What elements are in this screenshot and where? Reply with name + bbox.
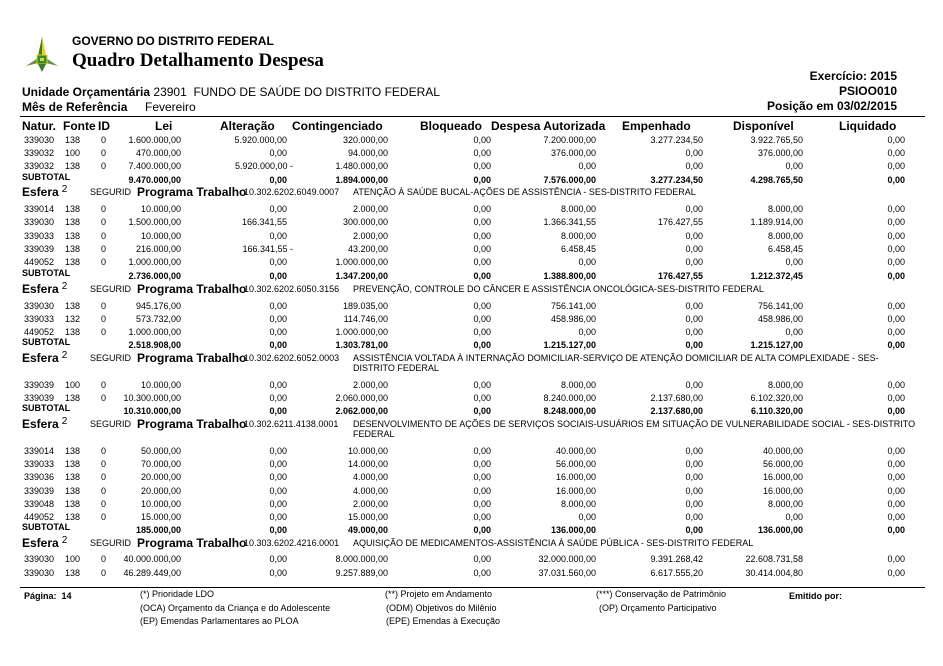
- report-code: PSIOO010: [838, 84, 897, 98]
- programa-description: ATENÇÃO À SAÚDE BUCAL-AÇÕES DE ASSISTÊNCIA - SES-DISTRITO FEDERAL: [353, 187, 696, 197]
- table-row: 339033 132 0 573.732,00 0,00 114.746,00 0,00 458.986,00 0,00 458.986,00 0,00: [24, 314, 905, 324]
- col-disponivel: Disponível: [733, 119, 794, 133]
- legend-item: (*) Prioridade LDO: [140, 589, 215, 599]
- col-natur: Natur.: [22, 119, 57, 133]
- table-row: 339014 138 0 50.000,00 0,00 10.000,00 0,00 40.000,00 0,00 40.000,00 0,00: [24, 446, 905, 456]
- unidade-name: FUNDO DE SAÚDE DO DISTRITO FEDERAL: [193, 85, 440, 99]
- report-title: Quadro Detalhamento Despesa: [72, 50, 324, 71]
- mes-label: Mês de Referência: [22, 100, 128, 114]
- table-row: 339039 138 0 216.000,00 166.341,55 - 43.200,00 0,00 6.458,45 0,00 6.458,45 0,00: [24, 244, 905, 254]
- programa-code: 10.302.6211.4138.0001: [244, 419, 339, 429]
- legend-item: (EPE) Emendas à Execução: [386, 616, 501, 626]
- programa-description: PREVENÇÃO, CONTROLE DO CÂNCER E ASSISTÊNCIA ONCOLÓGICA-SES-DISTRITO FEDERAL: [353, 284, 764, 294]
- col-fonte: Fonte: [63, 119, 96, 133]
- table-row: 339030 138 0 1.500.000,00 166.341,55 300.000,00 0,00 1.366.341,55 176.427,55 1.189.914,00 0,00: [24, 217, 905, 227]
- col-id: ID: [98, 119, 110, 133]
- legend-item: (ODM) Objetivos do Milênio: [386, 603, 497, 613]
- emitido-por-label: Emitido por:: [789, 591, 842, 601]
- table-row: 449052 138 0 1.000.000,00 0,00 1.000.000,00 0,00 0,00 0,00 0,00 0,00: [24, 257, 905, 267]
- col-contingenciado: Contingenciado: [292, 119, 383, 133]
- programa-description: AQUISIÇÃO DE MEDICAMENTOS-ASSISTÊNCIA À SAÚDE PÚBLICA - SES-DISTRITO FEDERAL: [353, 538, 754, 548]
- unidade-label: Unidade Orçamentária 23901 FUNDO DE SAÚDE DO DISTRITO FEDERAL: [22, 85, 440, 99]
- table-row: 339033 138 0 10.000,00 0,00 2.000,00 0,00 8.000,00 0,00 8.000,00 0,00: [24, 231, 905, 241]
- table-row: 339030 138 0 945.176,00 0,00 189.035,00 0,00 756.141,00 0,00 756.141,00 0,00: [24, 301, 905, 311]
- posicao-label: Posição em: [767, 99, 834, 113]
- subtotal-row: SUBTOTAL 10.310.000,00 0,00 2.062.000,00 0,00 8.248.000,00 2.137.680,00 6.110.320,00 0,00: [22, 403, 905, 416]
- legend-item: (EP) Emendas Parlamentares ao PLOA: [140, 616, 299, 626]
- table-row: 339039 100 0 10.000,00 0,00 2.000,00 0,00 8.000,00 0,00 8.000,00 0,00: [24, 380, 905, 390]
- page-number: Página: 14: [24, 591, 72, 601]
- programa-code: 10.303.6202.4216.0001: [244, 538, 340, 548]
- table-row: 339014 138 0 10.000,00 0,00 2.000,00 0,00 8.000,00 0,00 8.000,00 0,00: [24, 204, 905, 214]
- header-divider: [20, 116, 925, 117]
- subtotal-row: SUBTOTAL 185.000,00 0,00 49.000,00 0,00 136.000,00 0,00 136.000,00 0,00: [22, 522, 905, 535]
- table-row: 339048 138 0 10.000,00 0,00 2.000,00 0,00 8.000,00 0,00 8.000,00 0,00: [24, 499, 905, 509]
- exercicio: Exercício: 2015: [809, 69, 897, 83]
- table-row: 339032 138 0 7.400.000,00 5.920.000,00 - 1.480.000,00 0,00 0,00 0,00 0,00 0,00: [24, 161, 905, 171]
- legend-item: (OP) Orçamento Participativo: [599, 603, 717, 613]
- table-row: 339039 138 0 10.300.000,00 0,00 2.060.000,00 0,00 8.240.000,00 2.137.680,00 6.102.320,00 0,00: [24, 393, 905, 403]
- table-row: 339032 100 0 470.000,00 0,00 94.000,00 0,00 376.000,00 0,00 376.000,00 0,00: [24, 148, 905, 158]
- table-row: 339033 138 0 70.000,00 0,00 14.000,00 0,00 56.000,00 0,00 56.000,00 0,00: [24, 459, 905, 469]
- col-lei: Lei: [155, 119, 173, 133]
- legend-item: (**) Projeto em Andamento: [385, 589, 493, 599]
- subtotal-row: SUBTOTAL 2.518.908,00 0,00 1.303.781,00 0,00 1.215.127,00 0,00 1.215.127,00 0,00: [22, 337, 905, 350]
- table-row: 339030 138 0 1.600.000,00 5.920.000,00 320.000,00 0,00 7.200.000,00 3.277.234,50 3.922.765,50 0,00: [24, 135, 905, 145]
- subtotal-row: SUBTOTAL 9.470.000,00 0,00 1.894.000,00 0,00 7.576.000,00 3.277.234,50 4.298.765,50 0,00: [22, 172, 905, 185]
- programa-code: 10.302.6202.6049.0007: [244, 187, 340, 197]
- table-row: 339036 138 0 20.000,00 0,00 4.000,00 0,00 16.000,00 0,00 16.000,00 0,00: [24, 472, 905, 482]
- programa-code: 10.302.6202.6052.0003: [244, 353, 340, 363]
- table-row: 449052 138 0 15.000,00 0,00 15.000,00 0,00 0,00 0,00 0,00 0,00: [24, 512, 905, 522]
- table-row: 339030 100 0 40.000.000,00 0,00 8.000.000,00 0,00 32.000.000,00 9.391.268,42 22.608.731,58 0,00: [24, 554, 905, 564]
- col-bloqueado: Bloqueado: [420, 119, 482, 133]
- col-liquidado: Liquidado: [839, 119, 897, 133]
- posicao-value: 03/02/2015: [836, 99, 897, 113]
- legend-item: (OCA) Orçamento da Criança e do Adolescente: [140, 603, 331, 613]
- government-name: GOVERNO DO DISTRITO FEDERAL: [72, 34, 274, 48]
- gdf-logo-icon: [24, 36, 60, 74]
- mes-value: Fevereiro: [145, 100, 196, 114]
- col-empenhado: Empenhado: [622, 119, 691, 133]
- table-row: 449052 138 0 1.000.000,00 0,00 1.000.000,00 0,00 0,00 0,00 0,00 0,00: [24, 327, 905, 337]
- footer-divider: [20, 587, 925, 588]
- unidade-code: 23901: [153, 85, 187, 99]
- table-row: 339039 138 0 20.000,00 0,00 4.000,00 0,00 16.000,00 0,00 16.000,00 0,00: [24, 486, 905, 496]
- col-alteracao: Alteração: [220, 119, 275, 133]
- subtotal-row: SUBTOTAL 2.736.000,00 0,00 1.347.200,00 0,00 1.388.800,00 176.427,55 1.212.372,45 0,00: [22, 268, 905, 281]
- programa-code: 10.302.6202.6050.3156: [244, 284, 340, 294]
- programa-description: DESENVOLVIMENTO DE AÇÕES DE SERVIÇOS SOCIAIS-USUÁRIOS EM SITUAÇÃO DE VULNERABILIDADE SOCIAL - SES-DISTRITO FEDERAL: [353, 419, 916, 439]
- programa-description: ASSISTÊNCIA VOLTADA À INTERNAÇÃO DOMICILIAR-SERVIÇO DE ATENÇÃO DOMICILIAR DE ALTA COMPLEXIDADE - SES-DISTRITO FEDERAL: [353, 353, 879, 373]
- legend-item: (***) Conservação de Patrimônio: [596, 589, 727, 599]
- col-despesa-autorizada: Despesa Autorizada: [491, 119, 606, 133]
- table-row: 339030 138 0 46.289.449,00 0,00 9.257.889,00 0,00 37.031.560,00 6.617.555,20 30.414.004,80 0,00: [24, 568, 905, 578]
